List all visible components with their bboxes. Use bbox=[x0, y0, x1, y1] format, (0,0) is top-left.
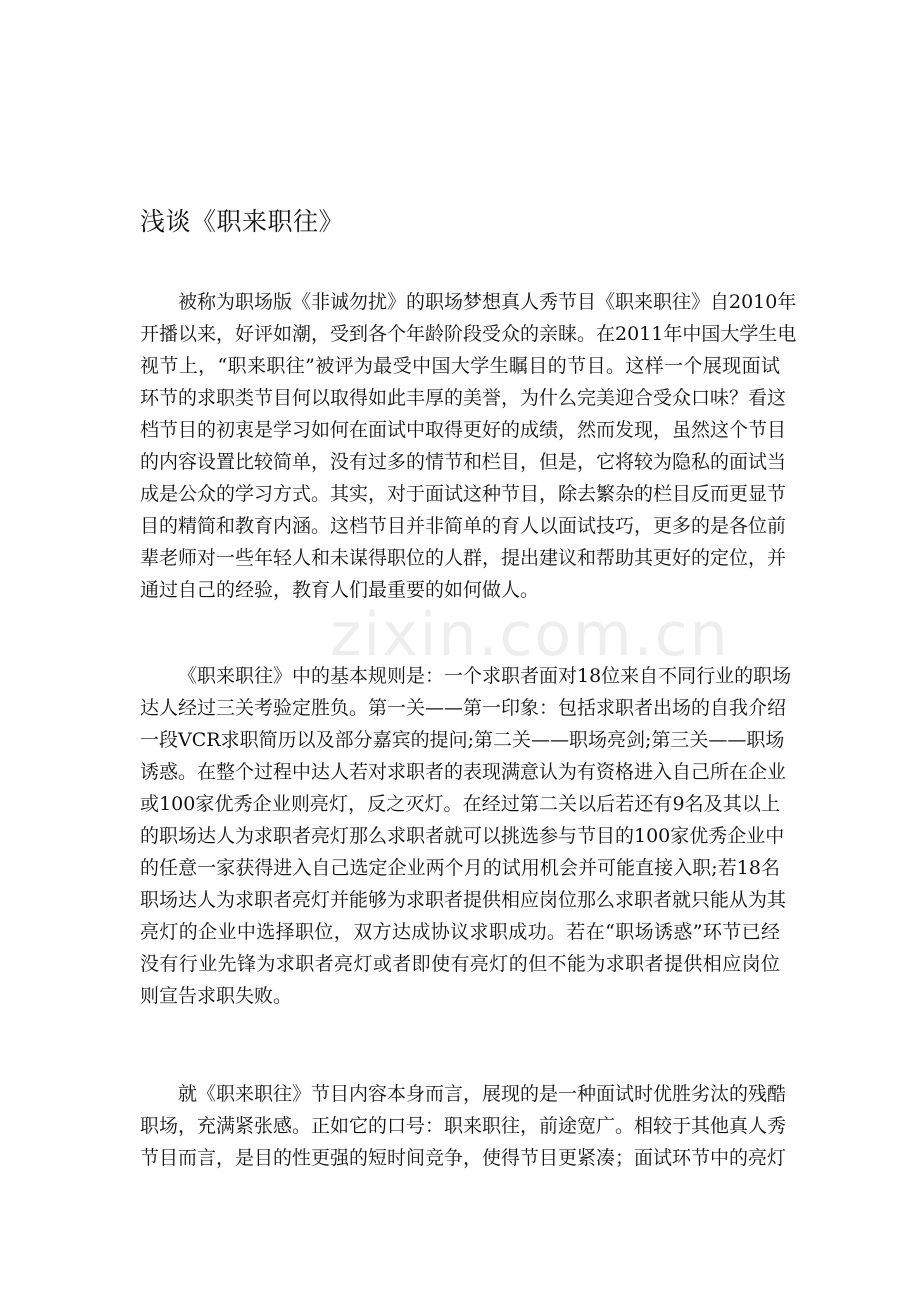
paragraph-line: 辈老师对一些年轻人和未谋得职位的人群，提出建议和帮助其更好的定位，并 bbox=[140, 547, 787, 569]
paragraph-line: 视节上，“职来职往”被评为最受中国大学生瞩目的节目。这样一个展现面试 bbox=[140, 355, 780, 377]
paragraph-line: 《职来职往》中的基本规则是：一个求职者面对18位来自不同行业的职场 bbox=[178, 665, 792, 687]
paragraph-line: 亮灯的企业中选择职位，双方达成协议求职成功。若在“职场诱惑”环节已经 bbox=[140, 921, 780, 943]
paragraph-line: 或100家优秀企业则亮灯，反之灭灯。在经过第二关以后若还有9名及其以上 bbox=[140, 793, 780, 815]
paragraph-line: 则宣告求职失败。 bbox=[140, 985, 293, 1007]
paragraph-line: 档节目的初衷是学习如何在面试中取得更好的成绩，然而发现，虽然这个节目 bbox=[140, 419, 787, 441]
paragraph-line: 诱惑。在整个过程中达人若对求职者的表现满意认为有资格进入自己所在企业 bbox=[140, 761, 787, 783]
watermark: zixin.com.cn bbox=[330, 600, 730, 670]
paragraph-2 bbox=[140, 660, 792, 1012]
paragraph-line: 的职场达人为求职者亮灯那么求职者就可以挑选参与节目的100家优秀企业中 bbox=[140, 825, 785, 847]
paragraph-line: 节目而言，是目的性更强的短时间竞争，使得节目更紧凑；面试环节中的亮灯 bbox=[140, 1147, 787, 1169]
paragraph-1 bbox=[140, 286, 797, 606]
paragraph-line: 目的精简和教育内涵。这档节目并非简单的育人以面试技巧，更多的是各位前 bbox=[140, 515, 787, 537]
paragraph-line: 开播以来，好评如潮，受到各个年龄阶段受众的亲睐。在2011年中国大学生电 bbox=[140, 323, 797, 345]
paragraph-3 bbox=[140, 1078, 787, 1174]
paragraph-line: 通过自己的经验，教育人们最重要的如何做人。 bbox=[140, 579, 540, 601]
paragraph-line: 的任意一家获得进入自己选定企业两个月的试用机会并可能直接入职;若18名 bbox=[140, 857, 780, 879]
paragraph-line: 的内容设置比较简单，没有过多的情节和栏目，但是，它将较为隐私的面试当 bbox=[140, 451, 787, 473]
paragraph-line: 就《职来职往》节目内容本身而言，展现的是一种面试时优胜劣汰的残酷 bbox=[178, 1083, 787, 1105]
paragraph-line: 职场，充满紧张感。正如它的口号：职来职往，前途宽广。相较于其他真人秀 bbox=[140, 1115, 787, 1137]
paragraph-line: 职场达人为求职者亮灯并能够为求职者提供相应岗位那么求职者就只能从为其 bbox=[140, 889, 787, 911]
paragraph-line: 没有行业先锋为求职者亮灯或者即使有亮灯的但不能为求职者提供相应岗位 bbox=[140, 953, 780, 975]
paragraph-line: 一段VCR求职简历以及部分嘉宾的提问;第二关——职场亮剑;第三关——职场 bbox=[140, 729, 785, 751]
paragraph-line: 达人经过三关考验定胜负。第一关——第一印象：包括求职者出场的自我介绍 bbox=[140, 697, 787, 719]
paragraph-line: 环节的求职类节目何以取得如此丰厚的美誉，为什么完美迎合受众口味？看这 bbox=[140, 387, 787, 409]
paragraph-line: 被称为职场版《非诚勿扰》的职场梦想真人秀节目《职来职往》自2010年 bbox=[178, 291, 797, 313]
paragraph-line: 成是公众的学习方式。其实，对于面试这种节目，除去繁杂的栏目反而更显节 bbox=[140, 483, 787, 505]
document-title: 浅谈《职来职往》 bbox=[140, 207, 345, 236]
